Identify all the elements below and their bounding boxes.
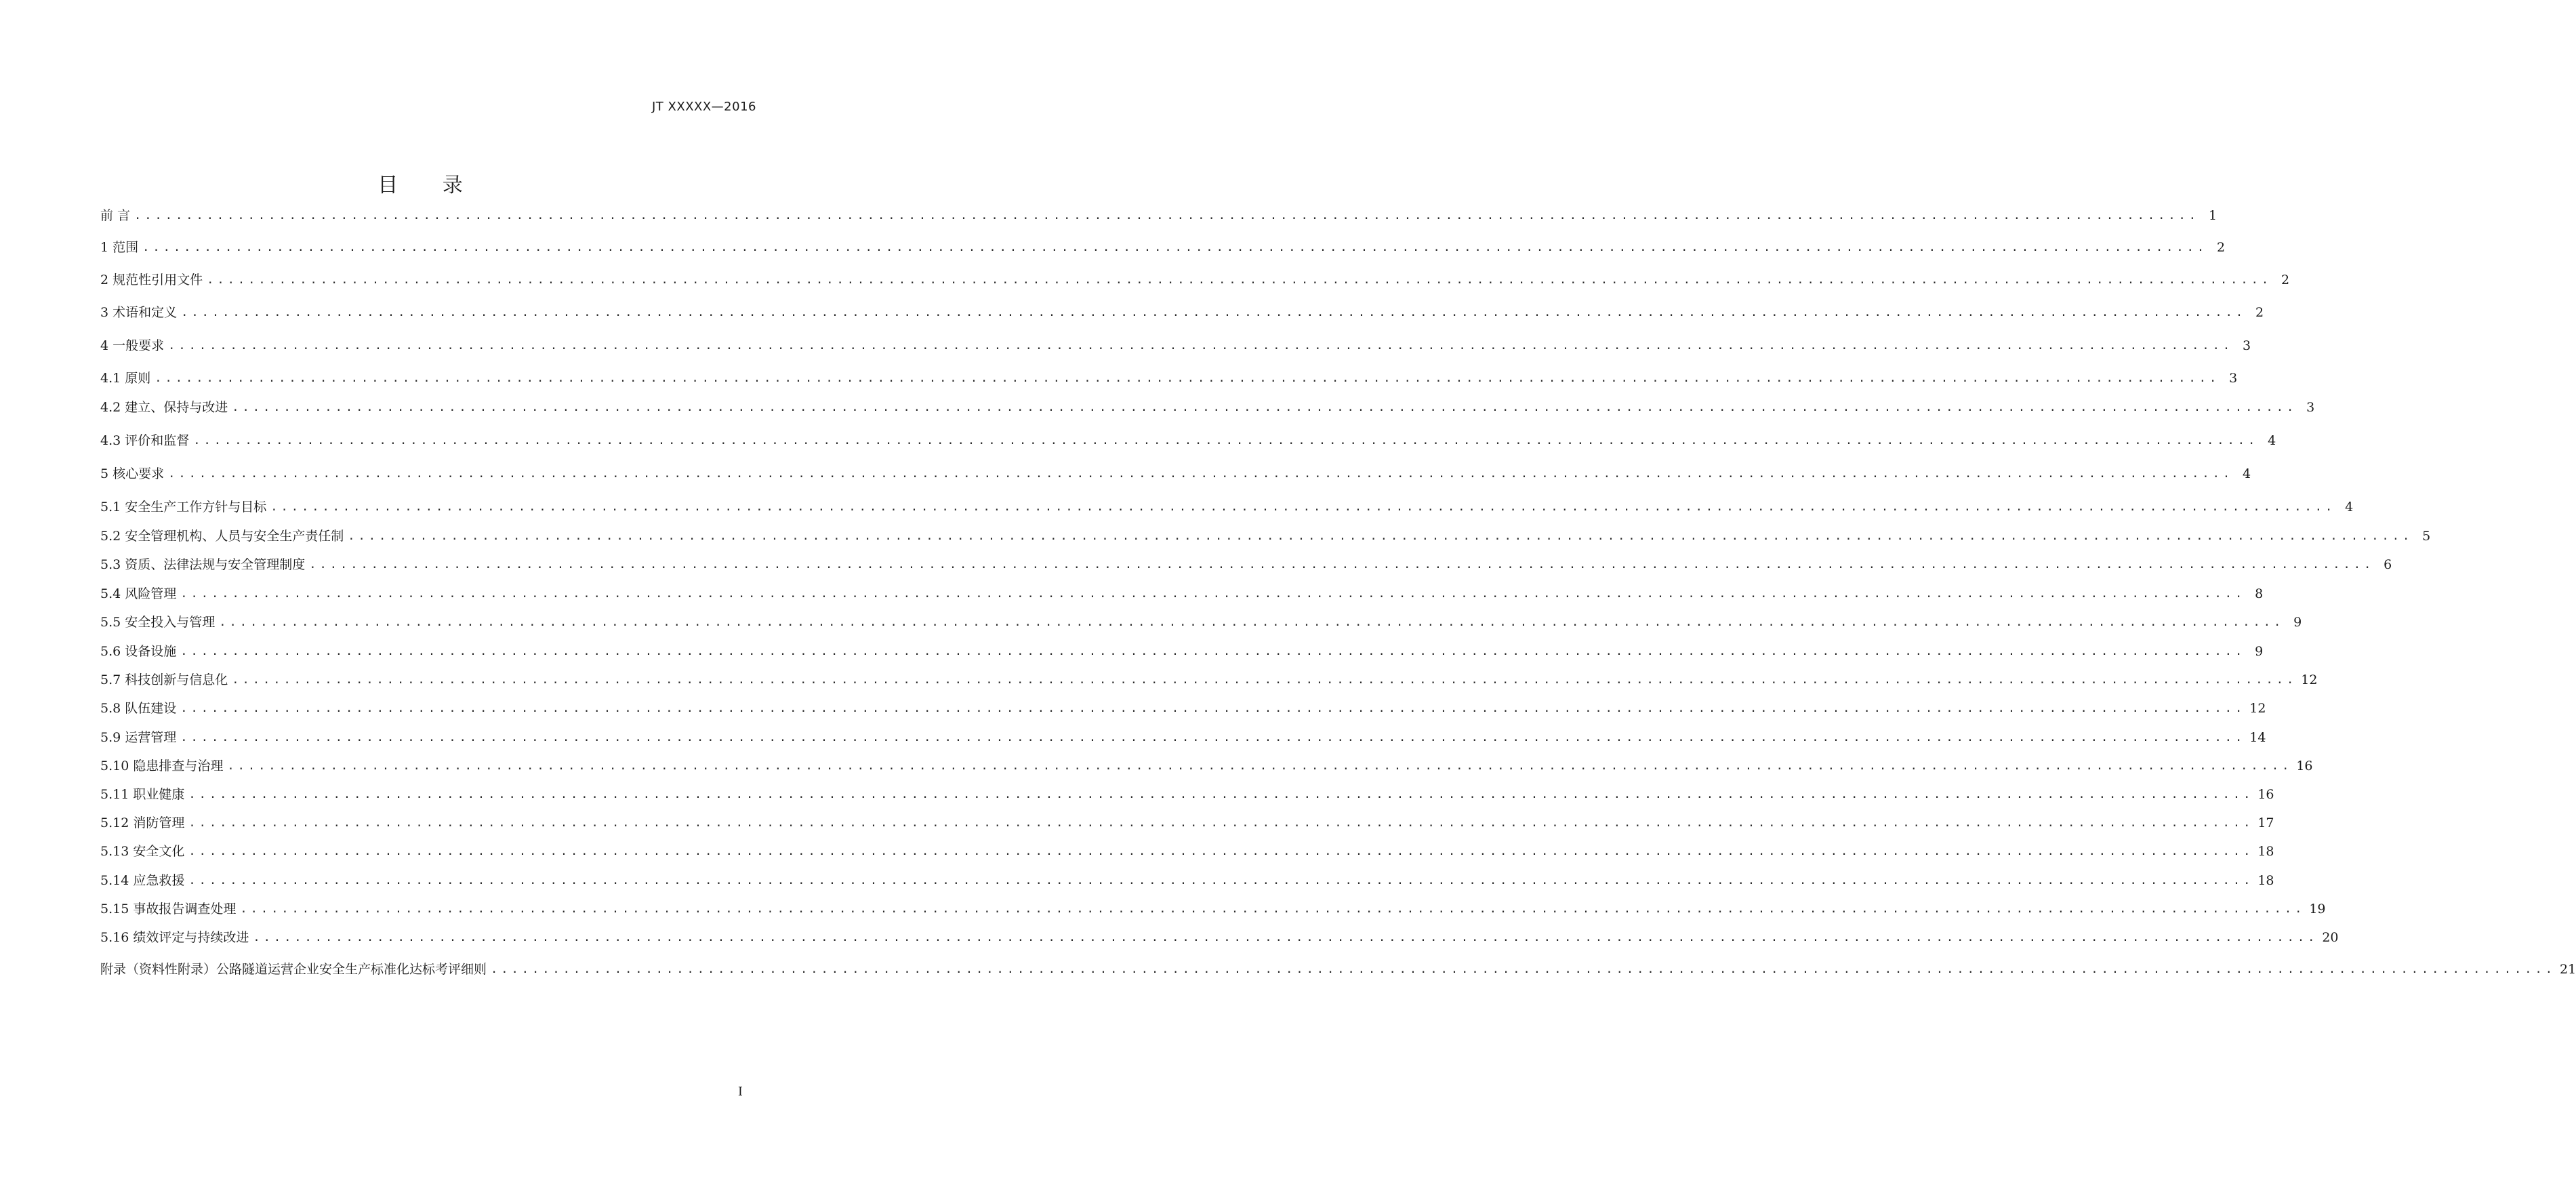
toc-entry-page: 6 xyxy=(2384,557,2392,572)
toc-entry-5-15[interactable] xyxy=(100,899,2326,919)
toc-entry-page: 2 xyxy=(2255,305,2264,320)
toc-title: 目 录 xyxy=(377,174,482,197)
toc-leader-dots: ........................................................................................................................................................................................................ xyxy=(253,931,2318,944)
toc-entry-5-4[interactable] xyxy=(100,584,2264,604)
toc-entry-label: 5.13 安全文化 xyxy=(100,844,185,859)
toc-leader-dots: ........................................................................................................................................................................................................ xyxy=(180,702,2246,715)
toc-entry-page: 2 xyxy=(2217,240,2226,255)
toc-entry-5-5[interactable] xyxy=(100,612,2302,632)
toc-entry-page: 19 xyxy=(2309,902,2326,916)
toc-entry-page: 21 xyxy=(2560,962,2576,977)
toc-leader-dots: ........................................................................................................................................................................................................ xyxy=(168,339,2234,352)
toc-leader-dots: ........................................................................................................................................................................................................ xyxy=(188,788,2254,801)
toc-leader-dots: ........................................................................................................................................................................................................ xyxy=(181,306,2247,319)
toc-leader-dots: ........................................................................................................................................................................................................ xyxy=(207,273,2272,287)
toc-entry-5-8[interactable] xyxy=(100,698,2266,719)
toc-entry-3[interactable] xyxy=(100,302,2264,323)
toc-entry-label: 4.1 原则 xyxy=(100,371,151,386)
toc-leader-dots: ........................................................................................................................................................................................................ xyxy=(188,874,2254,887)
toc-entry-5-10[interactable] xyxy=(100,756,2313,776)
toc-entry-page: 8 xyxy=(2255,586,2264,601)
toc-entry-5-16[interactable] xyxy=(100,927,2339,948)
toc-leader-dots: ........................................................................................................................................................................................................ xyxy=(134,209,2200,222)
toc-entry-label: 5.5 安全投入与管理 xyxy=(100,615,216,630)
toc-leader-dots: ........................................................................................................................................................................................................ xyxy=(270,500,2336,514)
toc-entry-4[interactable] xyxy=(100,336,2251,356)
toc-entry-label: 5.15 事故报告调查处理 xyxy=(100,902,237,916)
toc-entry-page: 12 xyxy=(2301,672,2318,687)
document-code: JT XXXXX—2016 xyxy=(652,100,756,114)
toc-entry-label: 5.6 设备设施 xyxy=(100,644,177,659)
toc-entry-label: 前 言 xyxy=(100,208,131,223)
toc-entry-label: 4.2 建立、保持与改进 xyxy=(100,400,228,415)
toc-entry-4-1[interactable] xyxy=(100,368,2238,388)
toc-entry-page: 3 xyxy=(2306,400,2315,415)
toc-leader-dots: ........................................................................................................................................................................................................ xyxy=(168,467,2234,481)
toc-entry-page: 9 xyxy=(2255,644,2264,659)
toc-leader-dots: ........................................................................................................................................................................................................ xyxy=(348,529,2413,543)
toc-entry-page: 17 xyxy=(2257,815,2274,830)
toc-entry-label: 2 规范性引用文件 xyxy=(100,273,203,287)
toc-entry-label: 5.7 科技创新与信息化 xyxy=(100,672,228,687)
toc-entry-appendix[interactable] xyxy=(100,959,2576,980)
toc-entry-4-3[interactable] xyxy=(100,430,2276,451)
toc-entry-page: 16 xyxy=(2296,759,2313,773)
page-folio: I xyxy=(737,1085,743,1099)
toc-leader-dots: ........................................................................................................................................................................................................ xyxy=(180,587,2246,601)
toc-entry-label: 5.8 队伍建设 xyxy=(100,701,177,716)
toc-entry-label: 5.10 隐患排查与治理 xyxy=(100,759,224,773)
toc-entry-page: 14 xyxy=(2249,730,2266,745)
toc-entry-label: 附录（资料性附录）公路隧道运营企业安全生产标准化达标考评细则 xyxy=(100,962,487,977)
toc-entry-page: 18 xyxy=(2257,873,2274,888)
toc-entry-5-9[interactable] xyxy=(100,727,2266,748)
toc-entry-label: 5.9 运营管理 xyxy=(100,730,177,745)
toc-leader-dots: ........................................................................................................................................................................................................ xyxy=(232,673,2297,687)
toc-entry-page: 3 xyxy=(2243,338,2251,353)
toc-leader-dots: ........................................................................................................................................................................................................ xyxy=(193,434,2259,447)
toc-entry-label: 5.16 绩效评定与持续改进 xyxy=(100,930,249,945)
toc-entry-5[interactable] xyxy=(100,464,2251,484)
toc-leader-dots: ........................................................................................................................................................................................................ xyxy=(188,816,2254,830)
toc-entry-page: 2 xyxy=(2281,273,2290,287)
toc-entry-page: 12 xyxy=(2249,701,2266,716)
toc-entry-page: 5 xyxy=(2422,529,2431,544)
toc-entry-page: 4 xyxy=(2345,500,2354,515)
toc-entry-label: 1 范围 xyxy=(100,240,139,255)
toc-entry-page: 20 xyxy=(2322,930,2339,945)
toc-entry-5-13[interactable] xyxy=(100,841,2274,862)
toc-entry-label: 4.3 评价和监督 xyxy=(100,433,190,448)
toc-entry-2[interactable] xyxy=(100,270,2290,290)
toc-entry-page: 4 xyxy=(2268,433,2276,448)
toc-leader-dots: ........................................................................................................................................................................................................ xyxy=(240,902,2306,916)
toc-entry-5-2[interactable] xyxy=(100,526,2431,546)
toc-entry-1[interactable] xyxy=(100,237,2226,258)
toc-entry-label: 5.4 风险管理 xyxy=(100,586,177,601)
toc-entry-5-3[interactable] xyxy=(100,555,2392,575)
toc-entry-label: 5.2 安全管理机构、人员与安全生产责任制 xyxy=(100,529,344,544)
toc-entry-page: 1 xyxy=(2208,208,2217,223)
toc-entry-label: 3 术语和定义 xyxy=(100,305,178,320)
toc-leader-dots: ........................................................................................................................................................................................................ xyxy=(142,241,2208,254)
toc-leader-dots: ........................................................................................................................................................................................................ xyxy=(180,645,2246,658)
toc-entry-label: 5.11 职业健康 xyxy=(100,787,185,802)
toc-entry-page: 9 xyxy=(2293,615,2302,630)
toc-entry-label: 5.1 安全生产工作方针与目标 xyxy=(100,500,267,515)
toc-entry-5-11[interactable] xyxy=(100,784,2274,805)
toc-entry-5-6[interactable] xyxy=(100,641,2264,662)
toc-entry-label: 5 核心要求 xyxy=(100,466,165,481)
toc-leader-dots: ........................................................................................................................................................................................................ xyxy=(180,731,2246,744)
toc-leader-dots: ........................................................................................................................................................................................................ xyxy=(491,963,2556,976)
toc-leader-dots: ........................................................................................................................................................................................................ xyxy=(219,616,2285,629)
toc-entry-4-2[interactable] xyxy=(100,397,2315,418)
toc-entry-label: 5.14 应急救援 xyxy=(100,873,185,888)
toc-entry-label: 5.12 消防管理 xyxy=(100,815,185,830)
toc-entry-5-7[interactable] xyxy=(100,670,2318,690)
toc-entry-page: 18 xyxy=(2257,844,2274,859)
toc-entry-page: 3 xyxy=(2229,371,2238,386)
toc-entry-5-12[interactable] xyxy=(100,813,2274,833)
toc-entry-5-1[interactable] xyxy=(100,497,2354,517)
toc-leader-dots: ........................................................................................................................................................................................................ xyxy=(155,371,2220,385)
toc-leader-dots: ........................................................................................................................................................................................................ xyxy=(227,759,2293,773)
toc-entry-label: 5.3 资质、法律法规与安全管理制度 xyxy=(100,557,306,572)
toc-entry-page: 4 xyxy=(2243,466,2251,481)
toc-entry-page: 16 xyxy=(2257,787,2274,802)
toc-leader-dots: ........................................................................................................................................................................................................ xyxy=(309,558,2375,571)
toc-entry-5-14[interactable] xyxy=(100,870,2274,891)
toc-entry-label: 4 一般要求 xyxy=(100,338,165,353)
toc-entry-foreword[interactable] xyxy=(100,205,2217,226)
toc-leader-dots: ........................................................................................................................................................................................................ xyxy=(232,401,2297,414)
toc-leader-dots: ........................................................................................................................................................................................................ xyxy=(188,845,2254,858)
